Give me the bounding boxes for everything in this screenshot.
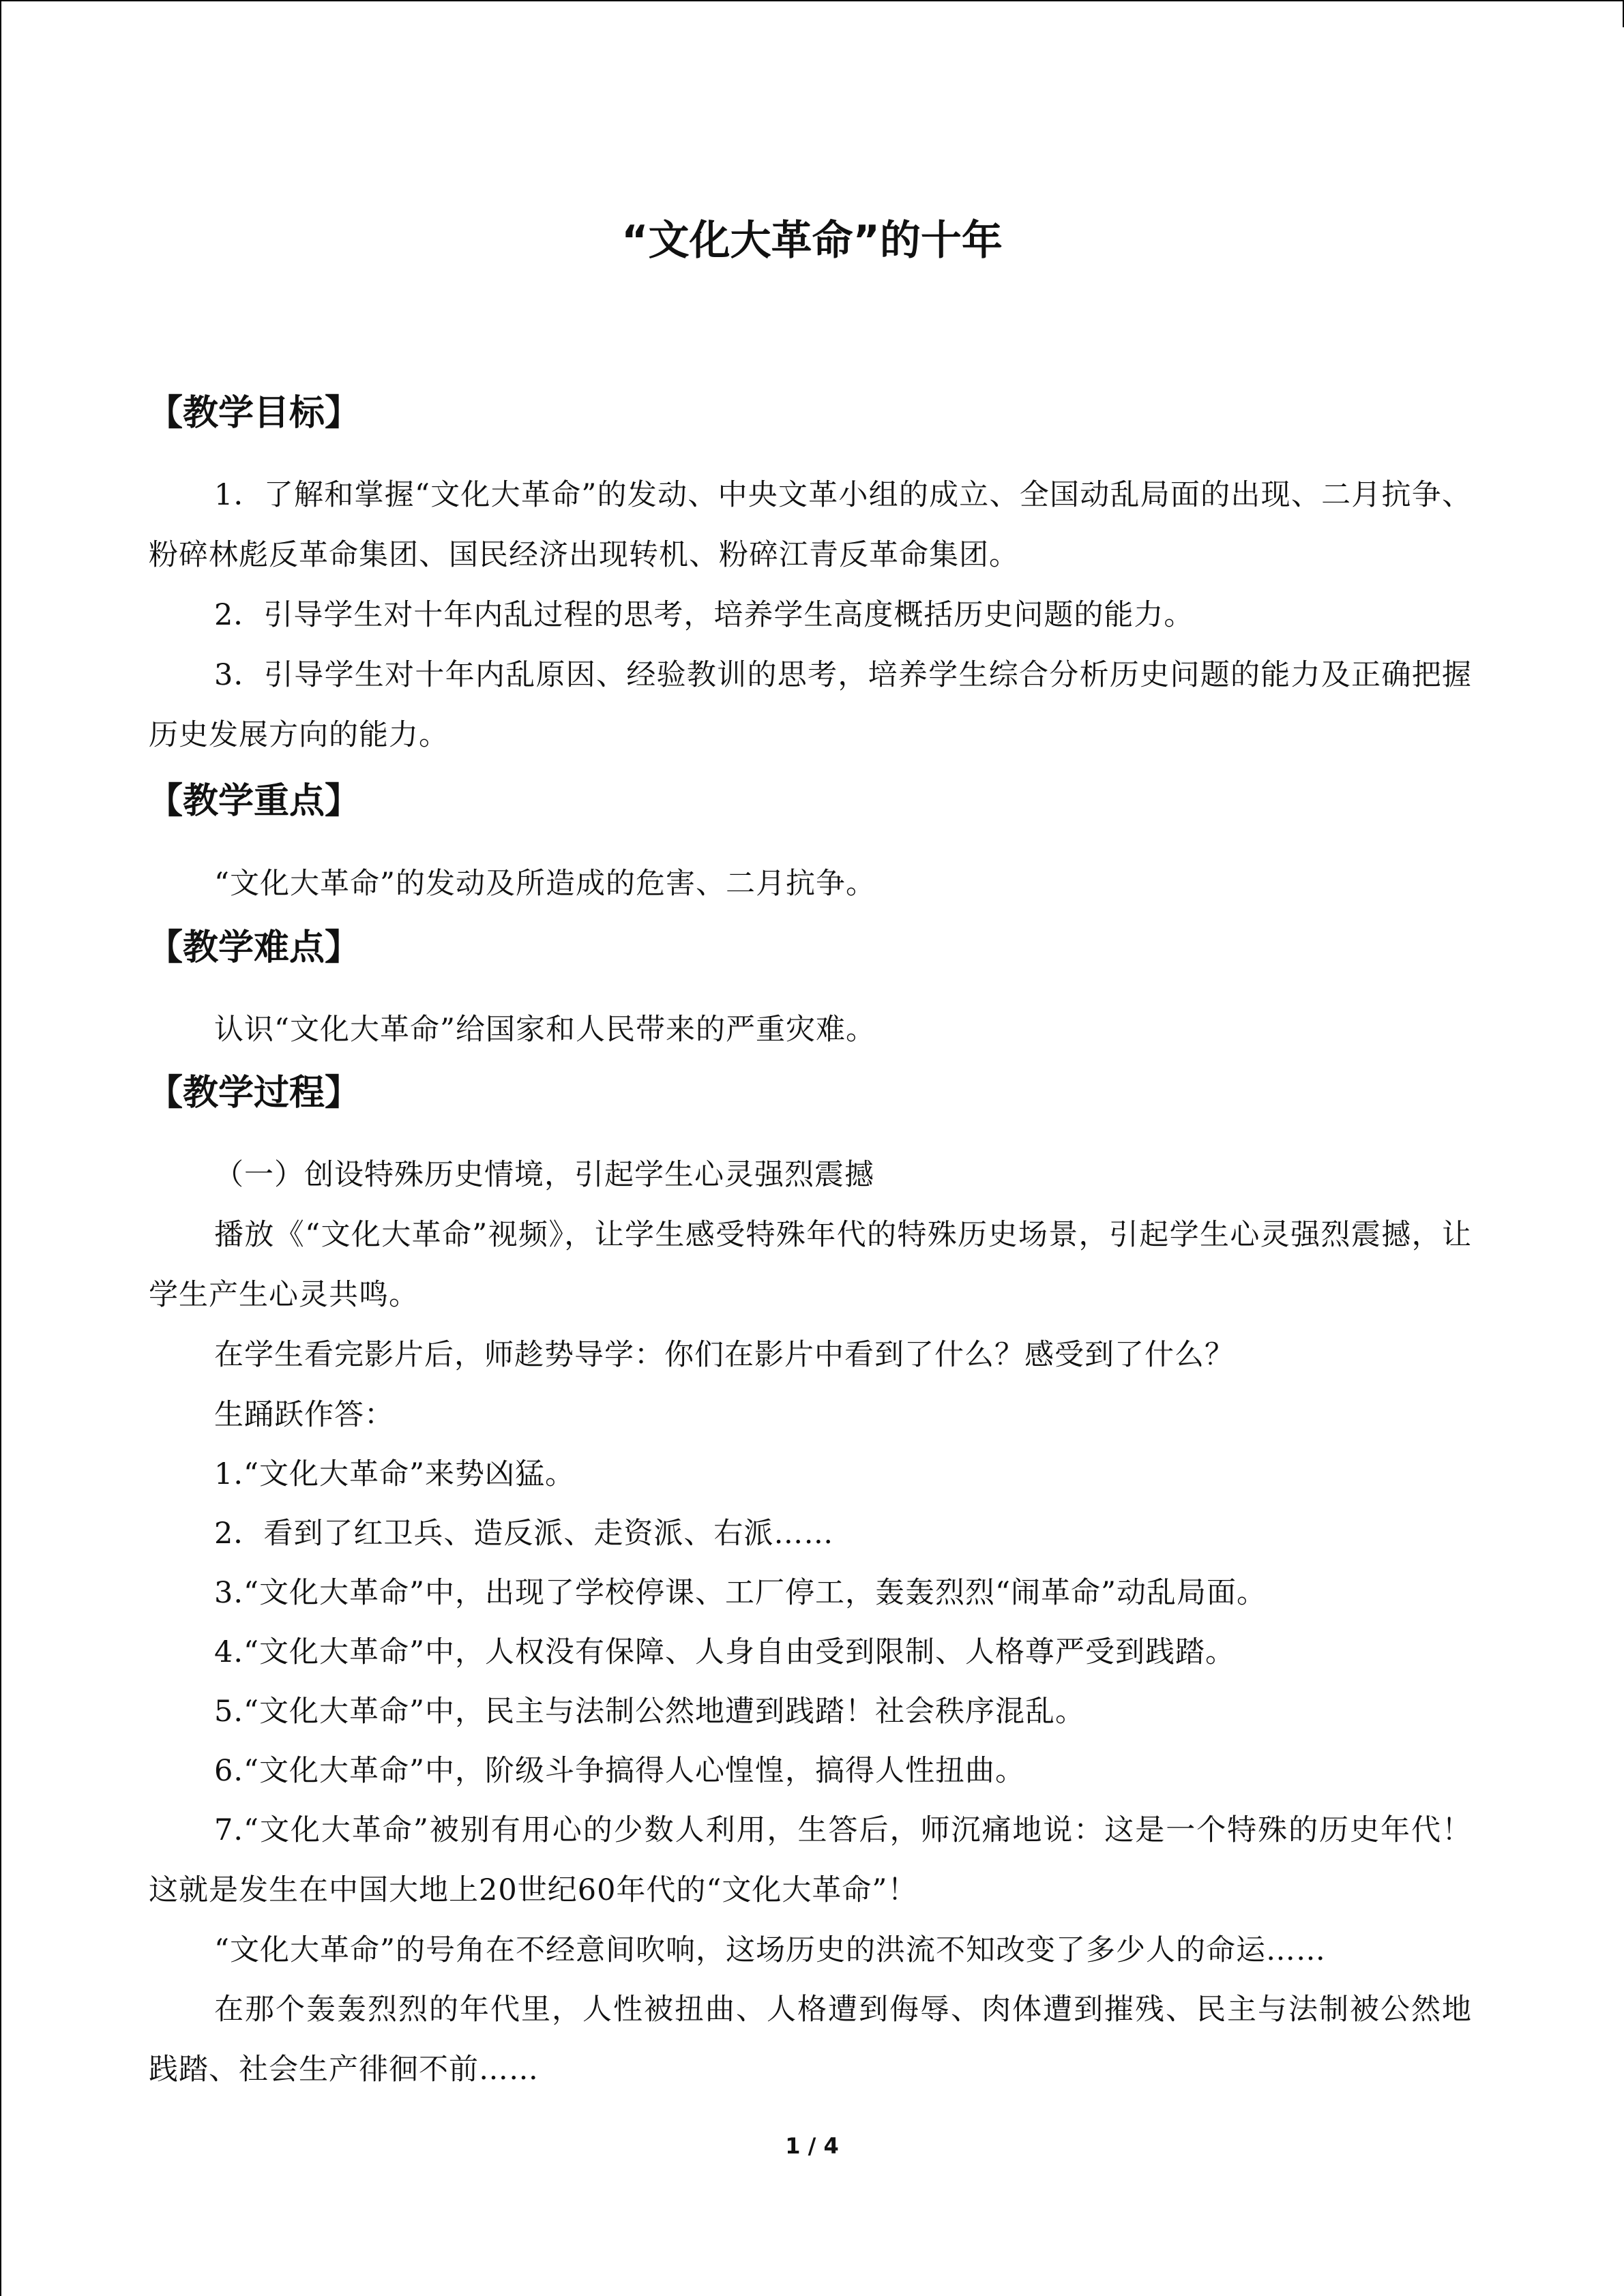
difficulties-heading: 【教学难点】 bbox=[147, 927, 361, 968]
closing-text: “文化大革命”的号角在不经意间吹响，这场历史的洪流不知改变了多少人的命运…… bbox=[214, 1933, 1326, 1967]
answer-item: 5.“文化大革命”中，民主与法制公然地遭到践踏！社会秩序混乱。 bbox=[214, 1695, 1085, 1729]
process-subheading: （一）创设特殊历史情境，引起学生心灵强烈震撼 bbox=[214, 1158, 874, 1192]
objective-item: 2．引导学生对十年内乱过程的思考，培养学生高度概括历史问题的能力。 bbox=[214, 598, 1194, 632]
page-number: 1 / 4 bbox=[785, 2133, 839, 2159]
process-question: 在学生看完影片后，师趁势导学：你们在影片中看到了什么？感受到了什么？ bbox=[214, 1338, 1235, 1372]
objective-item: 1．了解和掌握“文化大革命”的发动、中央文革小组的成立、全国动乱局面的出现、二月抗争、粉碎林彪反革命集团、国民经济出现转机、粉碎江青反革命集团。 bbox=[149, 478, 1472, 572]
answer-item: 1.“文化大革命”来势凶猛。 bbox=[214, 1457, 575, 1491]
page-border bbox=[0, 0, 1, 2296]
difficulties-text: 认识“文化大革命”给国家和人民带来的严重灾难。 bbox=[214, 1013, 876, 1047]
answer-item: 3.“文化大革命”中，出现了学校停课、工厂停工，轰轰烈烈“闹革命”动乱局面。 bbox=[214, 1576, 1267, 1610]
answer-item: 6.“文化大革命”中，阶级斗争搞得人心惶惶，搞得人性扭曲。 bbox=[214, 1754, 1025, 1788]
closing-text: 在那个轰轰烈烈的年代里，人性被扭曲、人格遭到侮辱、肉体遭到摧残、民主与法制被公然地践踏、社会生产徘徊不前…… bbox=[149, 1993, 1472, 2087]
answer-item: 2．看到了红卫兵、造反派、走资派、右派…… bbox=[214, 1517, 834, 1551]
answer-intro: 生踊跃作答： bbox=[214, 1398, 394, 1432]
objectives-heading: 【教学目标】 bbox=[147, 393, 361, 434]
answer-item: 4.“文化大革命”中，人权没有保障、人身自由受到限制、人格尊严受到践踏。 bbox=[214, 1635, 1235, 1669]
key-points-text: “文化大革命”的发动及所造成的危害、二月抗争。 bbox=[214, 867, 876, 901]
answer-item: 7.“文化大革命”被别有用心的少数人利用，生答后，师沉痛地说：这是一个特殊的历史年代！这就是发生在中国大地上20世纪60年代的“文化大革命”！ bbox=[149, 1813, 1472, 1907]
key-points-heading: 【教学重点】 bbox=[147, 781, 361, 822]
process-intro: 播放《“文化大革命”视频》，让学生感受特殊年代的特殊历史场景，引起学生心灵强烈震撼，让学生产生心灵共鸣。 bbox=[149, 1218, 1472, 1312]
page-border bbox=[0, 0, 1624, 1]
document-title: “文化大革命”的十年 bbox=[621, 217, 1003, 265]
process-heading: 【教学过程】 bbox=[147, 1073, 361, 1114]
objective-item: 3．引导学生对十年内乱原因、经验教训的思考，培养学生综合分析历史问题的能力及正确把握历史发展方向的能力。 bbox=[149, 658, 1472, 752]
